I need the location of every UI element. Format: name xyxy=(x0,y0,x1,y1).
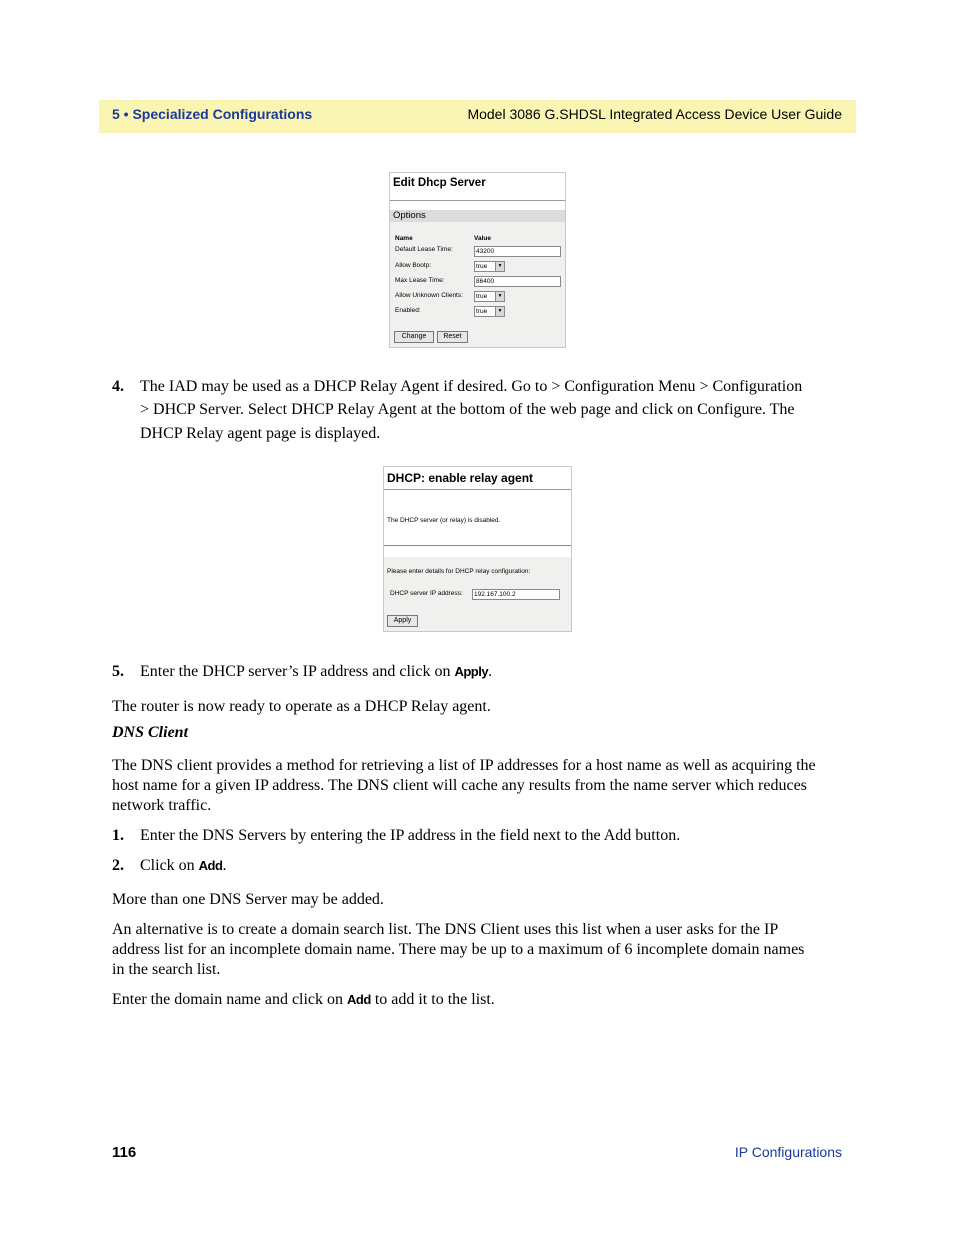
step-5-text xyxy=(140,662,842,682)
default-lease-time-input[interactable]: 43200 xyxy=(474,246,561,257)
add-command: Add xyxy=(347,992,371,1007)
guide-title: Model 3086 G.SHDSL Integrated Access Device User Guide xyxy=(467,106,842,122)
relay-prompt-text: Please enter details for DHCP relay configuration: xyxy=(387,568,531,575)
step-number: 2. xyxy=(112,857,124,874)
max-lease-time-input[interactable]: 86400 xyxy=(474,276,561,287)
ready-paragraph: The router is now ready to operate as a DHCP Relay agent. xyxy=(112,698,491,715)
alternative-line-2: address list for an incomplete domain name. There may be up to a maximum of 6 incomplete domain names xyxy=(112,941,805,958)
enabled-select[interactable] xyxy=(474,306,505,317)
chapter-title: 5 • Specialized Configurations xyxy=(112,106,313,122)
alternative-line-3: in the search list. xyxy=(112,961,221,978)
apply-button[interactable]: Apply xyxy=(387,615,418,627)
allow-unknown-clients-value: true xyxy=(476,293,488,300)
options-label: Options xyxy=(393,210,426,221)
enabled-value: true xyxy=(476,308,488,315)
dropdown-arrow-icon: ▼ xyxy=(495,262,504,271)
server-ip-input[interactable]: 192.167.100.2 xyxy=(472,589,560,600)
step-5-text-before: Enter the DHCP server’s IP address and click on xyxy=(140,663,455,680)
dns-step-1-text: Enter the DNS Servers by entering the IP address in the field next to the Add button. xyxy=(140,827,681,844)
dns-intro-paragraph xyxy=(112,756,842,816)
running-header xyxy=(99,100,856,133)
allow-unknown-clients-label: Allow Unknown Clients: xyxy=(395,292,463,299)
default-lease-time-label: Default Lease Time: xyxy=(395,246,453,253)
more-servers-paragraph: More than one DNS Server may be added. xyxy=(112,891,384,908)
add-command: Add xyxy=(198,858,223,873)
final-text-after: to add it to the list. xyxy=(370,991,495,1008)
step-4-line-1: The IAD may be used as a DHCP Relay Agent if desired. Go to > Configuration Menu > Configuration xyxy=(140,378,803,395)
edit-dhcp-server-screenshot xyxy=(389,172,566,348)
dns-intro-line-1: The DNS client provides a method for retrieving a list of IP addresses for a host name as well as acquiring the xyxy=(112,757,816,774)
dropdown-arrow-icon: ▼ xyxy=(495,292,504,301)
dns-step-2-text-before: Click on xyxy=(140,857,199,874)
page-number: 116 xyxy=(112,1144,137,1161)
alternative-line-1: An alternative is to create a domain search list. The DNS Client uses this list when a user asks for the IP xyxy=(112,921,779,938)
server-ip-label: DHCP server IP address: xyxy=(390,590,463,597)
reset-button[interactable]: Reset xyxy=(437,331,468,343)
options-bar xyxy=(390,210,565,222)
final-paragraph xyxy=(112,990,842,1010)
dhcp-relay-agent-screenshot xyxy=(383,466,572,632)
dropdown-arrow-icon: ▼ xyxy=(495,307,504,316)
dns-intro-line-3: network traffic. xyxy=(112,797,212,814)
step-4-text xyxy=(140,377,842,444)
step-number: 4. xyxy=(112,378,124,395)
step-4-line-3: DHCP Relay agent page is displayed. xyxy=(140,425,381,442)
allow-unknown-clients-select[interactable] xyxy=(474,291,505,302)
name-column-header: Name xyxy=(395,235,413,242)
footer-section-title: IP Configurations xyxy=(734,1144,842,1160)
panel-title: DHCP: enable relay agent xyxy=(387,471,534,485)
step-4-line-2: > DHCP Server. Select DHCP Relay Agent at the bottom of the web page and click on Configure. The xyxy=(140,401,795,418)
dns-intro-line-2: host name for a given IP address. The DNS client will cache any results from the name server which reduces xyxy=(112,777,807,794)
alternative-paragraph xyxy=(112,920,842,980)
final-text-before: Enter the domain name and click on xyxy=(112,991,348,1008)
relay-form-body xyxy=(384,557,571,631)
apply-command: Apply xyxy=(454,664,489,679)
dns-step-2-text xyxy=(140,856,842,876)
allow-bootp-select[interactable] xyxy=(474,261,505,272)
divider xyxy=(384,545,571,546)
step-number: 5. xyxy=(112,663,124,680)
dns-step-2-text-after: . xyxy=(222,857,227,874)
step-5-text-after: . xyxy=(488,663,493,680)
allow-bootp-value: true xyxy=(476,263,488,270)
change-button[interactable]: Change xyxy=(394,331,434,343)
options-body xyxy=(390,222,565,347)
max-lease-time-label: Max Lease Time: xyxy=(395,277,445,284)
allow-bootp-label: Allow Bootp: xyxy=(395,262,432,269)
enabled-label: Enabled: xyxy=(395,307,421,314)
value-column-header: Value xyxy=(474,235,491,242)
divider xyxy=(384,489,571,490)
relay-status-text: The DHCP server (or relay) is disabled. xyxy=(387,517,501,524)
panel-title: Edit Dhcp Server xyxy=(393,177,486,189)
divider xyxy=(390,200,565,201)
dns-client-heading: DNS Client xyxy=(112,724,189,741)
step-number: 1. xyxy=(112,827,124,844)
